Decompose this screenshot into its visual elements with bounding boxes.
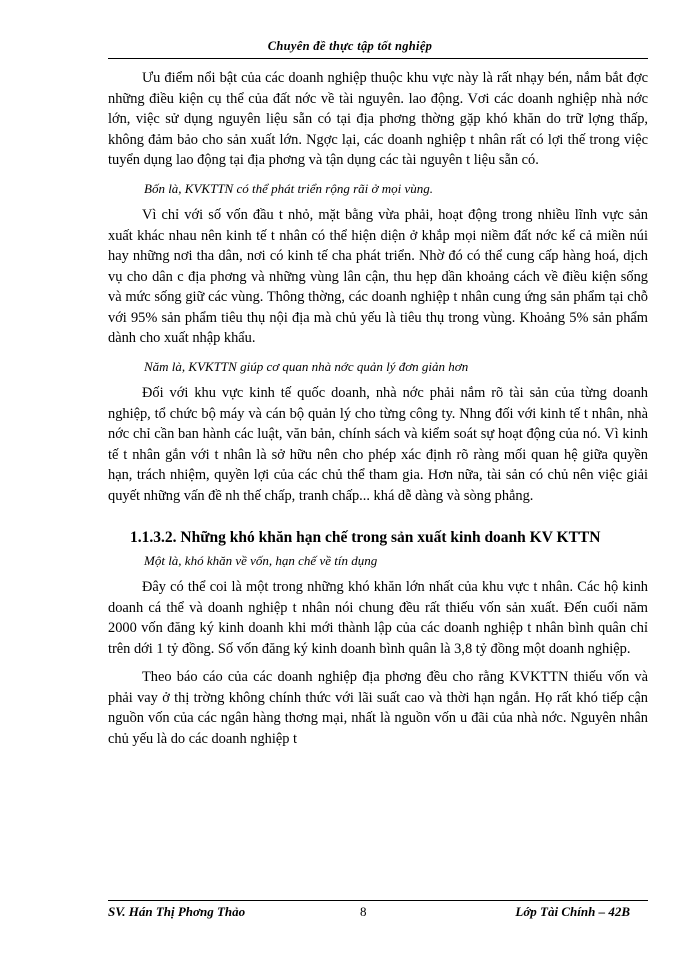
header-divider <box>108 58 648 59</box>
subheading-first-point: Một là, khó khăn về vốn, hạn chế về tín dụng <box>144 552 378 568</box>
section-heading: 1.1.3.2. Những khó khăn hạn chế trong sản xuất kinh doanh KV KTTN <box>130 529 601 546</box>
page-footer <box>108 904 648 922</box>
page-number: 8 <box>360 904 367 919</box>
footer-class: Lớp Tài Chính – 42B <box>515 904 630 919</box>
paragraph: Đối với khu vực kinh tế quốc doanh, nhà nớc phải nắm rõ tài sản của từng doanh nghiệp, tổ chức bộ máy và cán bộ quản lý cho từng công ty. Nhng đối với kinh tế t nhân, nhà nớc chỉ cần ban hành các luật, văn bản, chính sách và kiểm soát sự hoạt động của nó. Vì kinh tế t nhân gắn với t nhân là sở hữu nên cho phép xác định rõ ràng mối quan hệ giữa quyền hạn, trách nhiệm, quyền lợi của các chủ thể tham gia. Hơn nữa, tài sản có chủ nên việc giải quyết những vấn đề nh thế chấp, tranh chấp... khá dễ dàng và sòng phẳng. <box>108 385 648 504</box>
paragraph: Vì chỉ với số vốn đầu t nhỏ, mặt bằng vừa phải, hoạt động trong nhiều lĩnh vực sản xuất khác nhau nên kinh tế t nhân có thể hiện diện ở khắp mọi niềm đất nớc kể cả miền núi hay những nơi tha dân, nơi có kinh tế cha phát triển. Nhờ đó có thể cung cấp hàng hoá, dịch vụ cho dân c địa phơng và những vùng lân cận, thu hẹp dần khoảng cách về điều kiện sống và mức sống giữ các vùng. Thông thờng, các doanh nghiệp t nhân cung ứng sản phẩm tại chỗ với 95% sản phẩm tiêu thụ nội địa mà chủ yếu là tiêu thụ trong vùng. Khoảng 5% sản phẩm dành cho xuất nhập khẩu. <box>108 207 648 346</box>
footer-author: SV. Hán Thị Phơng Thảo <box>108 904 246 919</box>
document-body <box>108 68 648 757</box>
paragraph: Ưu điểm nổi bật của các doanh nghiệp thuộc khu vực này là rất nhạy bén, nắm bắt đợc những điều kiện cụ thể của đất nớc về tài nguyên. lao động. Vơi các doanh nghiệp nhà nớc lớn, việc sử dụng nguyên liệu sẵn có tại địa phơng thờng gặp khó khăn do trữ lợng thấp, không đảm bảo cho sản xuất lớn. Ngợc lại, các doanh nghiệp t nhân rất có lợi thế trong việc tuyển dụng lao động tại địa phơng và tận dụng các tài nguyên t liệu sẵn có. <box>108 70 648 168</box>
page-header-title: Chuyên đề thực tập tốt nghiệp <box>267 39 433 53</box>
subheading-fifth-point: Năm là, KVKTTN giúp cơ quan nhà nớc quản lý đơn giản hơn <box>144 358 469 374</box>
paragraph: Theo báo cáo của các doanh nghiệp địa phơng đều cho rằng KVKTTN thiếu vốn và phải vay ở thị trờng không chính thức với lãi suất cao và thời hạn ngắn. Họ rất khó tiếp cận nguồn vốn của các ngân hàng thơng mại, nhất là nguồn vốn u đãi của nhà nớc. Nguyên nhân chủ yếu là do các doanh nghiệp t <box>108 669 648 747</box>
footer-divider <box>108 900 648 901</box>
subheading-fourth-point: Bốn là, KVKTTN có thể phát triển rộng rãi ở mọi vùng. <box>144 180 433 196</box>
paragraph: Đây có thể coi là một trong những khó khăn lớn nhất của khu vực t nhân. Các hộ kinh doanh cá thể và doanh nghiệp t nhân nói chung đều rất thiếu vốn sản xuất. Đến cuối năm 2000 vốn đăng ký kinh doanh khi mới thành lập của các doanh nghiệp t nhân bình quân chỉ trên dới 1 tỷ đồng. Số vốn đăng ký kinh doanh bình quân là 3,8 tỷ đồng một doanh nghiệp. <box>108 579 648 657</box>
